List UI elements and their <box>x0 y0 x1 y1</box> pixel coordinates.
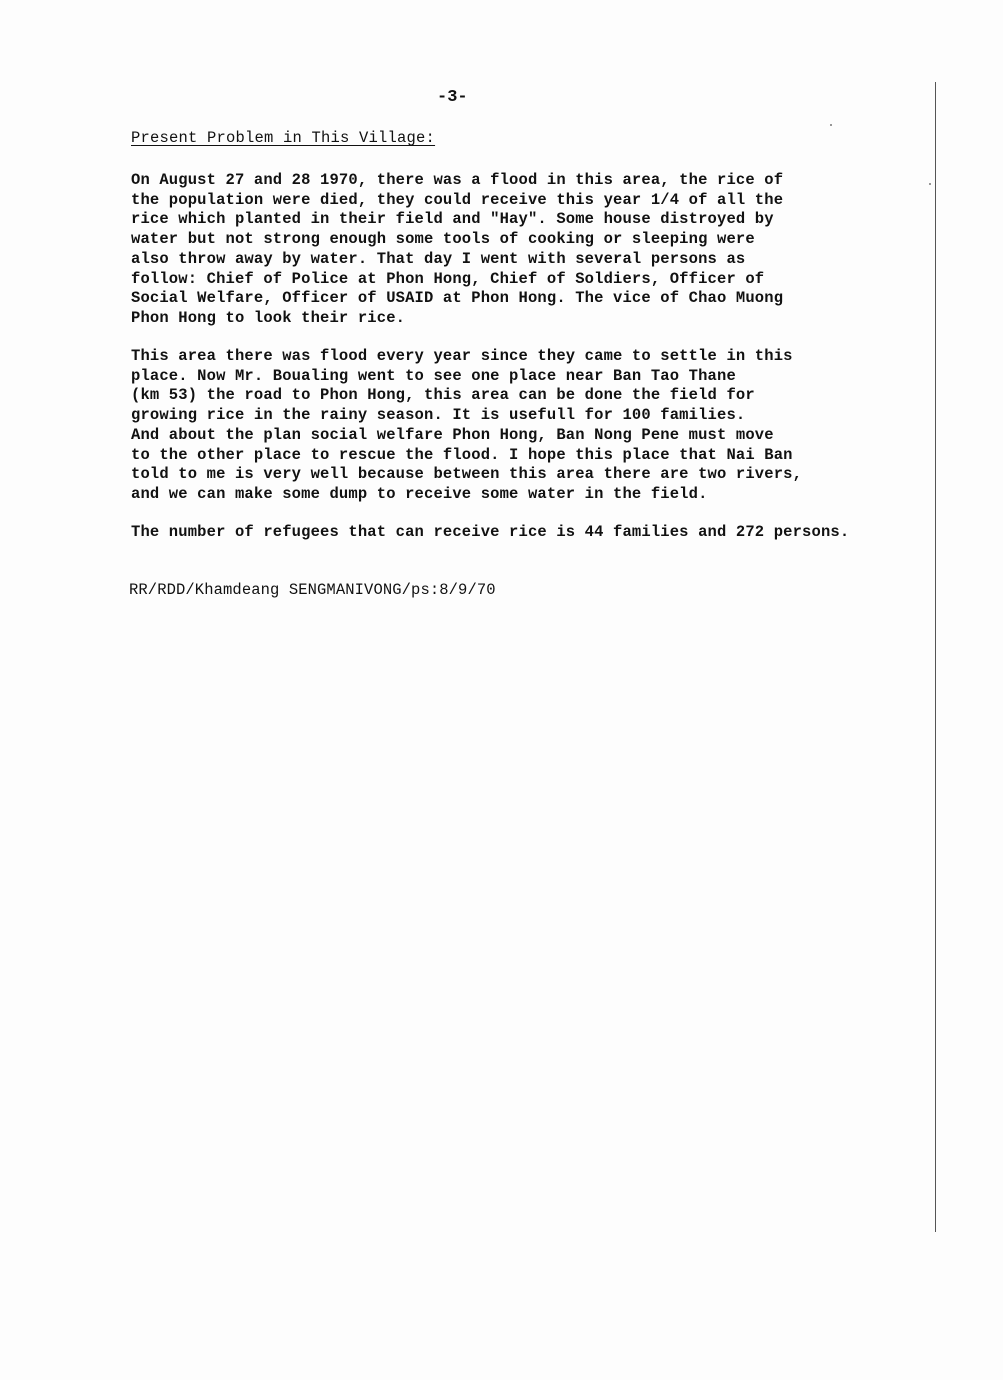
paragraph-line: Phon Hong to look their rice. <box>131 308 406 327</box>
paragraph-line: follow: Chief of Police at Phon Hong, Chief of Soldiers, Officer of <box>131 269 765 288</box>
paragraph-refugee-count <box>131 523 851 543</box>
paragraph-line: and we can make some dump to receive some water in the field. <box>131 484 708 503</box>
paragraph-flood-report <box>131 171 851 329</box>
scan-speck <box>830 124 832 126</box>
paragraph-line: On August 27 and 28 1970, there was a flood in this area, the rice of <box>131 171 784 189</box>
paragraph-line: This area there was flood every year since they came to settle in this <box>131 347 793 365</box>
reference-line: RR/RDD/Khamdeang SENGMANIVONG/ps:8/9/70 <box>129 581 496 599</box>
paragraph-line: rice which planted in their field and "Hay". Some house distroyed by <box>131 210 774 229</box>
paragraph-line: The number of refugees that can receive rice is 44 families and 272 persons. <box>131 523 850 541</box>
paragraph-line: water but not strong enough some tools of cooking or sleeping were <box>131 230 755 249</box>
paragraph-line: told to me is very well because between this area there are two rivers, <box>131 465 803 484</box>
paragraph-line: (km 53) the road to Phon Hong, this area can be done the field for <box>131 386 755 405</box>
page-number: -3- <box>437 88 468 107</box>
paragraph-line: also throw away by water. That day I went with several persons as <box>131 249 746 268</box>
paragraph-relocation-plan <box>131 347 851 505</box>
paragraph-line: to the other place to rescue the flood. I hope this place that Nai Ban <box>131 445 793 464</box>
paragraph-line: Social Welfare, Officer of USAID at Phon Hong. The vice of Chao Muong <box>131 289 784 308</box>
scan-margin-line <box>935 82 936 1232</box>
scan-speck <box>929 183 931 185</box>
paragraph-line: And about the plan social welfare Phon Hong, Ban Nong Pene must move <box>131 425 774 444</box>
section-heading: Present Problem in This Village: <box>131 129 436 147</box>
paragraph-line: growing rice in the rainy season. It is usefull for 100 families. <box>131 406 746 425</box>
paragraph-line: place. Now Mr. Boualing went to see one place near Ban Tao Thane <box>131 366 736 385</box>
paragraph-line: the population were died, they could receive this year 1/4 of all the <box>131 190 784 209</box>
